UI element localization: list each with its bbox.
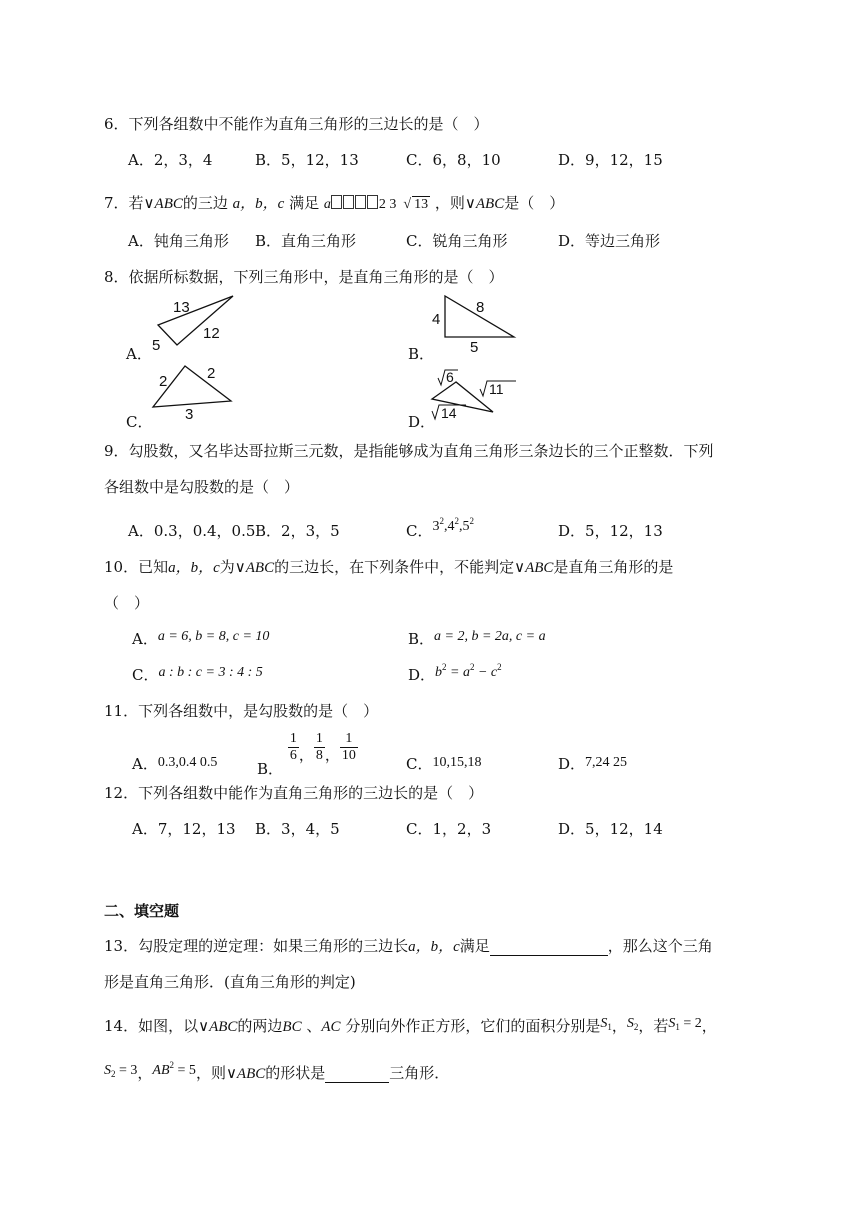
q7-option-a: A．钝角三角形 bbox=[128, 232, 229, 250]
answer-blank[interactable] bbox=[490, 940, 608, 956]
q9-option-a: A．0.3，0.4，0.5 bbox=[128, 522, 256, 540]
section-heading: 二、填空题 bbox=[104, 902, 180, 920]
q6-option-c: C．6，8，10 bbox=[406, 151, 501, 169]
q14-line2: $S_2 = 3$，$AB^2 = 5$，则∨ABC的形状是 三角形． bbox=[104, 1060, 450, 1082]
side-label: 13 bbox=[173, 299, 190, 316]
q12-option-c: C．1，2，3 bbox=[406, 820, 492, 838]
q8-triangle-b bbox=[428, 290, 528, 354]
side-label: 6 bbox=[446, 369, 454, 385]
q9-stem-line1: 9．勾股数，又名毕达哥拉斯三元数，是指能够成为直角三角形三条边长的三个正整数．下列 bbox=[104, 442, 714, 460]
side-label: 2 bbox=[207, 365, 216, 382]
q10-option-d: D．$b^2 = a^2 - c^2$ bbox=[408, 662, 502, 684]
side-label: 3 bbox=[185, 406, 194, 423]
q6-option-a: A．2，3，4 bbox=[128, 151, 213, 169]
side-label: 14 bbox=[441, 405, 457, 421]
q10-option-b: B．a = 2, b = 2a, c = a bbox=[408, 629, 546, 648]
q7-vars: a，b，c bbox=[232, 196, 285, 212]
q6-stem: 6．下列各组数中不能作为直角三角形的三边长的是（ ） bbox=[104, 115, 489, 133]
side-label: 5 bbox=[470, 339, 479, 354]
q10-paren: （ ） bbox=[104, 594, 150, 612]
garbled-glyph bbox=[355, 195, 366, 209]
q11-option-b: B． $\frac{1}{6}$ ， $\frac{1}{8}$ ， $\frac{1}{10}$ bbox=[257, 731, 356, 778]
q8-triangle-c bbox=[145, 360, 245, 426]
q8-option-c-label: C． bbox=[126, 413, 153, 431]
q9-option-b: B．2，3，5 bbox=[255, 522, 340, 540]
fraction: $\frac{1}{8}$ bbox=[315, 731, 323, 763]
q8-option-a-label: A． bbox=[126, 345, 152, 363]
q9-option-c: C．$3^2,4^2,5^2$ bbox=[406, 516, 474, 540]
q12-stem: 12．下列各组数中能作为直角三角形的三边长的是（ ） bbox=[104, 784, 484, 802]
triangle-abc: ∨ABC bbox=[198, 1019, 238, 1035]
q11-option-d: D．7,24 25 bbox=[558, 755, 628, 773]
q8-option-b-label: B． bbox=[408, 345, 435, 363]
q10-option-a: A．a = 6, b = 8, c = 10 bbox=[132, 629, 270, 648]
side-label: 2 bbox=[159, 373, 168, 390]
triangle-abc: ∨ABC bbox=[514, 560, 554, 576]
q6-option-b: B．5，12，13 bbox=[255, 151, 359, 169]
q8-option-d-label: D． bbox=[408, 413, 436, 431]
fraction: $\frac{1}{6}$ bbox=[289, 731, 297, 763]
q7-option-d: D．等边三角形 bbox=[558, 232, 661, 250]
q7-condition: a 2 3 √ 13 bbox=[323, 197, 429, 212]
triangle-abc: ∨ABC bbox=[143, 196, 183, 212]
q10-option-c: C．a : b : c = 3 : 4 : 5 bbox=[132, 665, 263, 684]
q12-option-d: D．5，12，14 bbox=[558, 820, 663, 838]
q12-option-a: A．7，12，13 bbox=[132, 820, 236, 838]
triangle-abc: ∨ABC bbox=[225, 1066, 266, 1082]
sqrt-13: 13 bbox=[414, 197, 429, 212]
answer-blank[interactable] bbox=[325, 1067, 389, 1083]
side-label: 4 bbox=[432, 311, 441, 328]
q8-triangle-d bbox=[428, 364, 528, 426]
q8-triangle-a bbox=[145, 288, 245, 352]
q7-stem: 7．若∨ABC的三边 a，b，c 满足 a 2 3 √ 13 ，则∨ABC是（ ） bbox=[104, 194, 565, 212]
q9-stem-line2: 各组数中是勾股数的是（ ） bbox=[104, 478, 300, 496]
garbled-glyph bbox=[343, 195, 354, 209]
q14-line1: 14．如图，以∨ABC的两边BC 、AC 分别向外作正方形，它们的面积分别是$S_1$，$S_2$，若$S_1 = 2$， bbox=[104, 1016, 717, 1035]
q13-line1: 13．勾股定理的逆定理：如果三角形的三边长a，b，c满足 ，那么这个三角 bbox=[104, 937, 713, 955]
q11-option-a: A．0.3,0.4 0.5 bbox=[132, 755, 218, 773]
q9-option-d: D．5，12，13 bbox=[558, 522, 663, 540]
triangle-abc: ∨ABC bbox=[464, 196, 505, 212]
q11-option-c: C．10,15,18 bbox=[406, 755, 482, 773]
q7-option-b: B．直角三角形 bbox=[255, 232, 357, 250]
q7-option-c: C．锐角三角形 bbox=[406, 232, 508, 250]
side-label: 5 bbox=[152, 337, 161, 352]
q8-stem: 8．依据所标数据，下列三角形中，是直角三角形的是（ ） bbox=[104, 268, 504, 286]
side-label: 8 bbox=[476, 299, 485, 316]
q10-stem: 10．已知a，b，c为∨ABC的三边长，在下列条件中，不能判定∨ABC是直角三角形的是 bbox=[104, 558, 674, 576]
fraction: $\frac{1}{10}$ bbox=[341, 731, 356, 763]
triangle-abc: ∨ABC bbox=[234, 560, 275, 576]
q11-stem: 11．下列各组数中，是勾股数的是（ ） bbox=[104, 702, 379, 720]
q12-option-b: B．3，4，5 bbox=[255, 820, 340, 838]
garbled-glyph bbox=[367, 195, 378, 209]
side-label: 12 bbox=[203, 325, 220, 342]
side-label: 11 bbox=[489, 381, 504, 397]
q13-line2: 形是直角三角形．(直角三角形的判定) bbox=[104, 973, 356, 991]
q6-option-d: D．9，12，15 bbox=[558, 151, 663, 169]
garbled-glyph bbox=[331, 195, 342, 209]
